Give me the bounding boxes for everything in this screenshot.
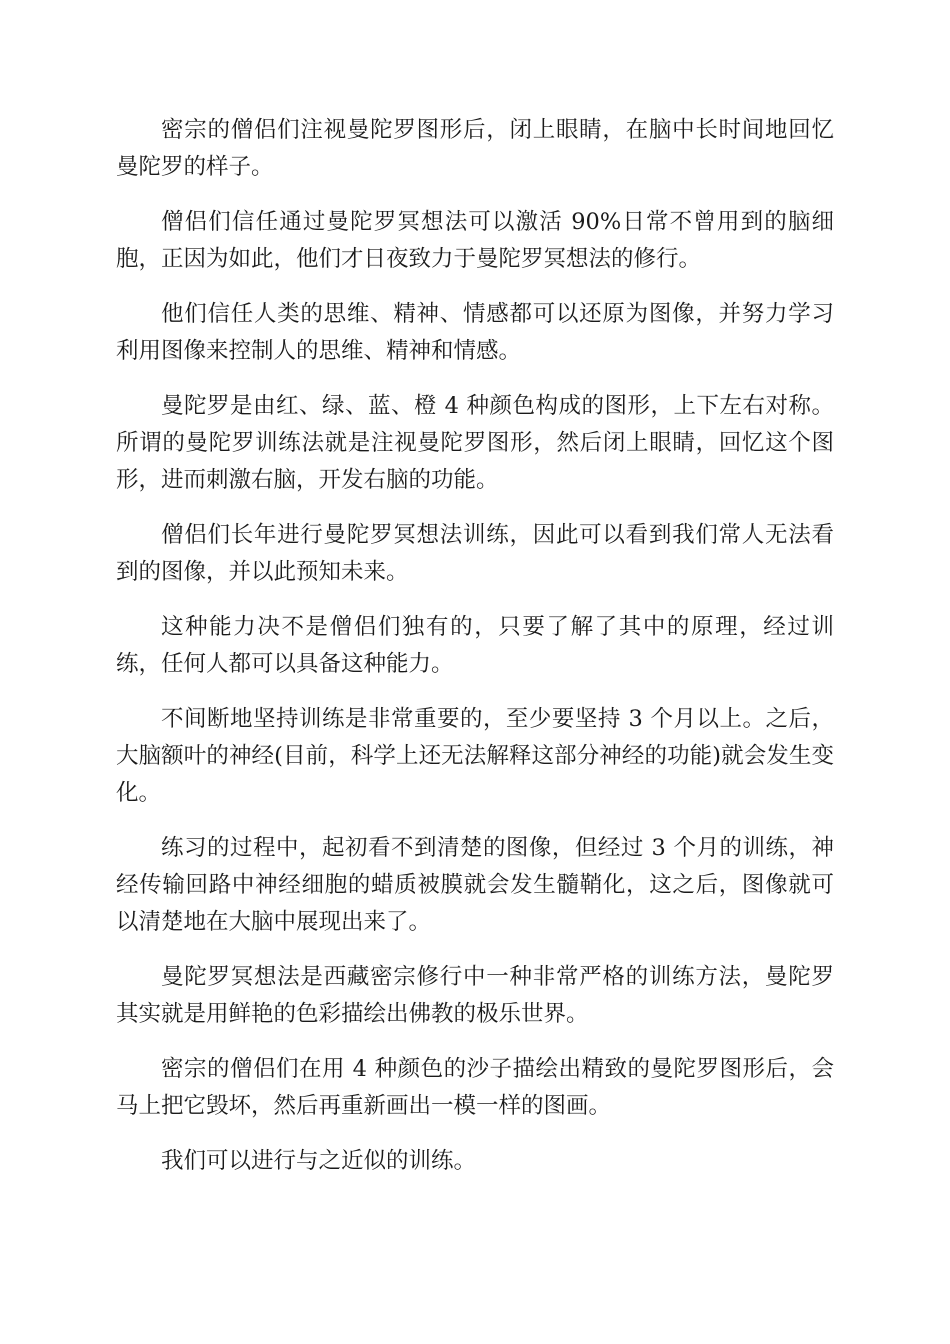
paragraph-7: 不间断地坚持训练是非常重要的，至少要坚持 3 个月以上。之后，大脑额叶的神经(目前，科学上还无法解释这部分神经的功能)就会发生变化。 (116, 706, 834, 806)
paragraph-11: 我们可以进行与之近似的训练。 (161, 1148, 477, 1174)
paragraph-5: 僧侣们长年进行曼陀罗冥想法训练，因此可以看到我们常人无法看到的图像，并以此预知未来。 (116, 522, 834, 585)
paragraph-10: 密宗的僧侣们在用 4 种颜色的沙子描绘出精致的曼陀罗图形后，会马上把它毁坏，然后再重新画出一模一样的图画。 (116, 1056, 834, 1119)
paragraph-9: 曼陀罗冥想法是西藏密宗修行中一种非常严格的训练方法，曼陀罗其实就是用鲜艳的色彩描绘出佛教的极乐世界。 (116, 964, 834, 1027)
paragraph-2: 僧侣们信任通过曼陀罗冥想法可以激活 90%日常不曾用到的脑细胞，正因为如此，他们才日夜致力于曼陀罗冥想法的修行。 (116, 209, 834, 272)
paragraph-3: 他们信任人类的思维、精神、情感都可以还原为图像，并努力学习利用图像来控制人的思维、精神和情感。 (116, 301, 834, 364)
paragraph-8: 练习的过程中，起初看不到清楚的图像，但经过 3 个月的训练，神经传输回路中神经细胞的蜡质被膜就会发生髓鞘化，这之后，图像就可以清楚地在大脑中展现出来了。 (116, 835, 834, 935)
paragraph-1: 密宗的僧侣们注视曼陀罗图形后，闭上眼睛，在脑中长时间地回忆曼陀罗的样子。 (116, 117, 834, 180)
body-text (116, 112, 834, 1198)
paragraph-4: 曼陀罗是由红、绿、蓝、橙 4 种颜色构成的图形，上下左右对称。所谓的曼陀罗训练法就是注视曼陀罗图形，然后闭上眼睛，回忆这个图形，进而刺激右脑，开发右脑的功能。 (116, 393, 834, 493)
paragraph-6: 这种能力决不是僧侣们独有的，只要了解了其中的原理，经过训练，任何人都可以具备这种能力。 (116, 614, 834, 677)
